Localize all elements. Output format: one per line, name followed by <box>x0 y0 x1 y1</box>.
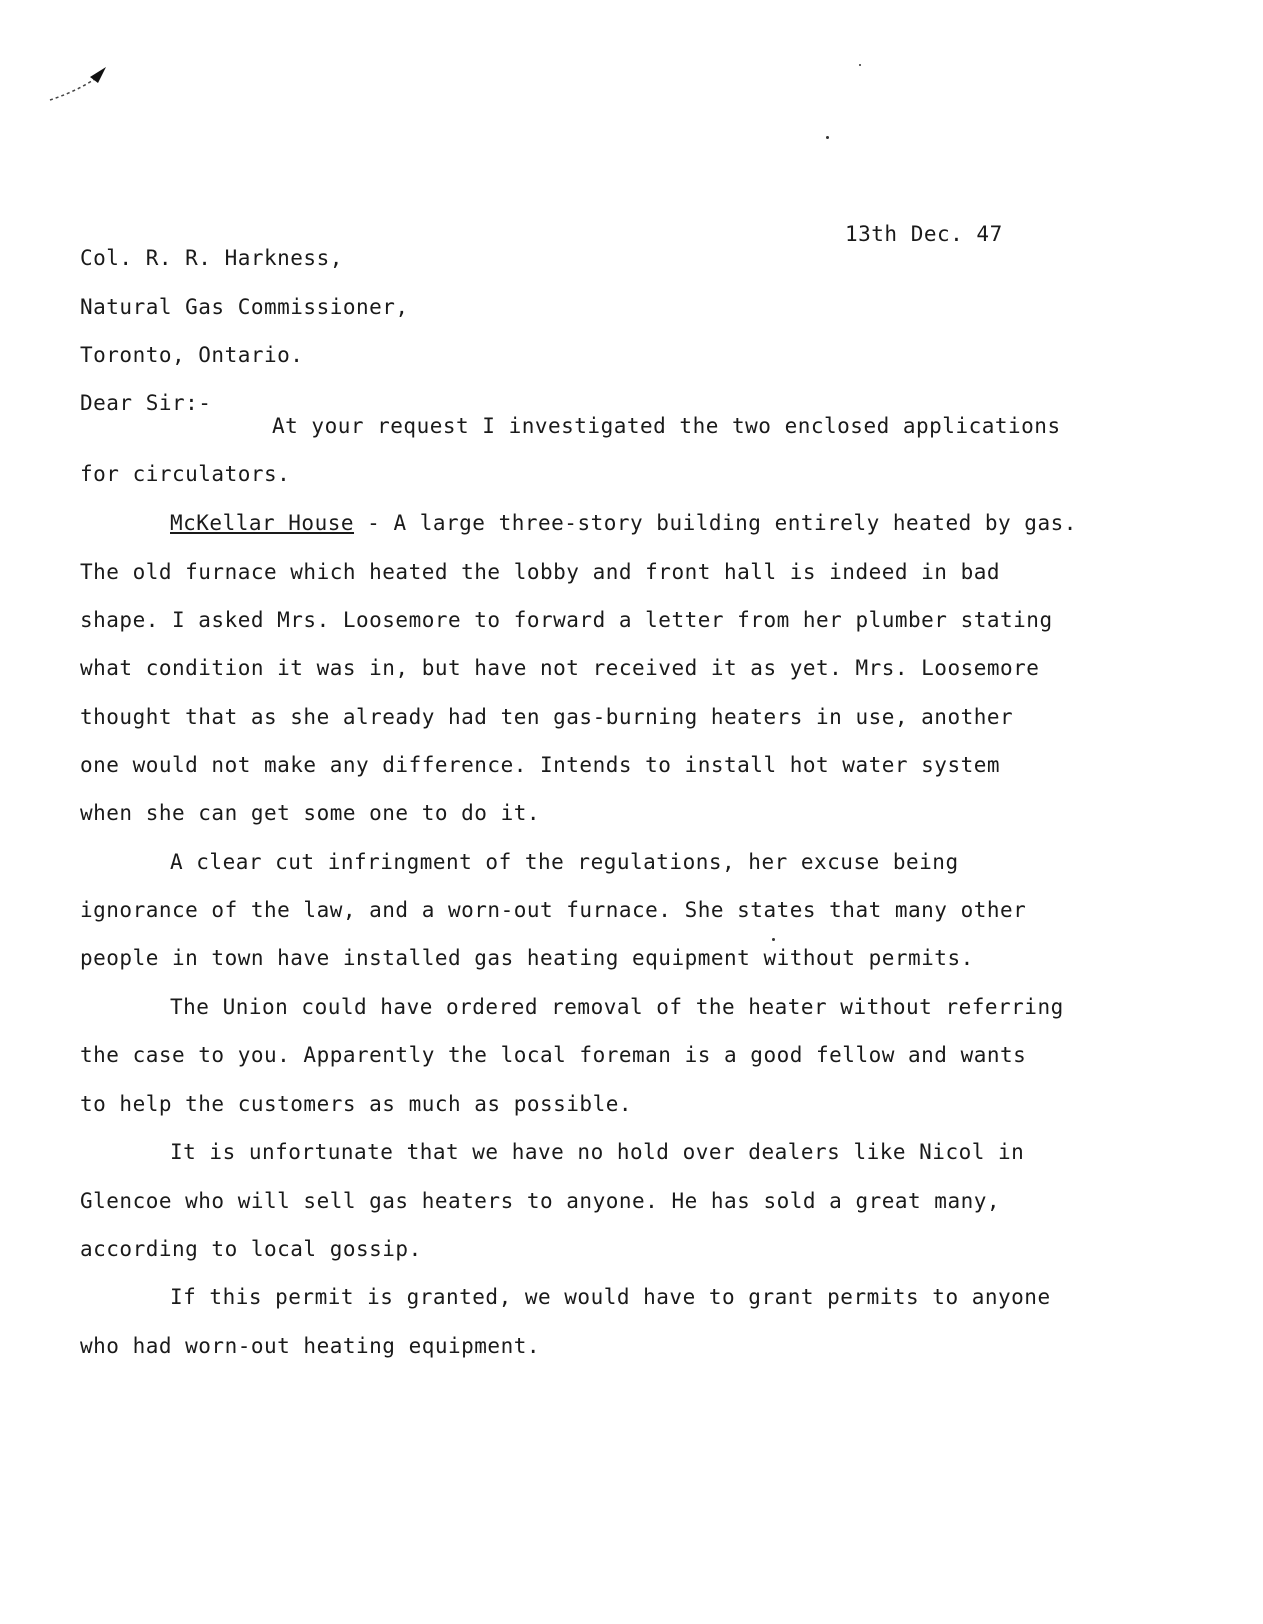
paragraph-line: shape. I asked Mrs. Loosemore to forward a letter from her plumber stating <box>80 608 1053 632</box>
paragraph-line: The old furnace which heated the lobby and front hall is indeed in bad <box>80 560 1001 584</box>
paragraph-line: who had worn-out heating equipment. <box>80 1334 541 1358</box>
paragraph-text: - A large three-story building entirely heated by gas. <box>354 511 1077 535</box>
paragraph-line: people in town have installed gas heating equipment without permits. <box>80 946 974 970</box>
recipient-location: Toronto, Ontario. <box>80 343 304 367</box>
paragraph-line: If this permit is granted, we would have to grant permits to anyone <box>170 1285 1051 1309</box>
paragraph-line: Glencoe who will sell gas heaters to anyone. He has sold a great many, <box>80 1189 1001 1213</box>
recipient-name: Col. R. R. Harkness, <box>80 246 343 270</box>
paper-speck <box>859 64 861 66</box>
section-heading: McKellar House <box>170 511 355 535</box>
paragraph-line: thought that as she already had ten gas-burning heaters in use, another <box>80 705 1014 729</box>
paragraph-line: ignorance of the law, and a worn-out furnace. She states that many other <box>80 898 1027 922</box>
paragraph-line: to help the customers as much as possible. <box>80 1092 633 1116</box>
paper-speck <box>826 136 829 139</box>
paragraph-line: what condition it was in, but have not received it as yet. Mrs. Loosemore <box>80 656 1040 680</box>
paragraph-line: It is unfortunate that we have no hold over dealers like Nicol in <box>170 1140 1025 1164</box>
paragraph-line: The Union could have ordered removal of the heater without referring <box>170 995 1064 1019</box>
salutation: Dear Sir:- <box>80 391 212 415</box>
paragraph-line: At your request I investigated the two enclosed applications <box>272 414 1061 438</box>
paragraph-line: one would not make any difference. Intends to install hot water system <box>80 753 1001 777</box>
pen-mark-icon <box>40 55 120 115</box>
letter-date: 13th Dec. 47 <box>845 222 1003 246</box>
paragraph-line: for circulators. <box>80 462 291 486</box>
paragraph-line: when she can get some one to do it. <box>80 801 541 825</box>
recipient-title: Natural Gas Commissioner, <box>80 295 409 319</box>
paragraph-line: the case to you. Apparently the local foreman is a good fellow and wants <box>80 1043 1027 1067</box>
paragraph-line: according to local gossip. <box>80 1237 422 1261</box>
paragraph-line <box>170 511 1077 535</box>
paragraph-line: A clear cut infringment of the regulations, her excuse being <box>170 850 959 874</box>
paper-speck <box>772 938 775 941</box>
